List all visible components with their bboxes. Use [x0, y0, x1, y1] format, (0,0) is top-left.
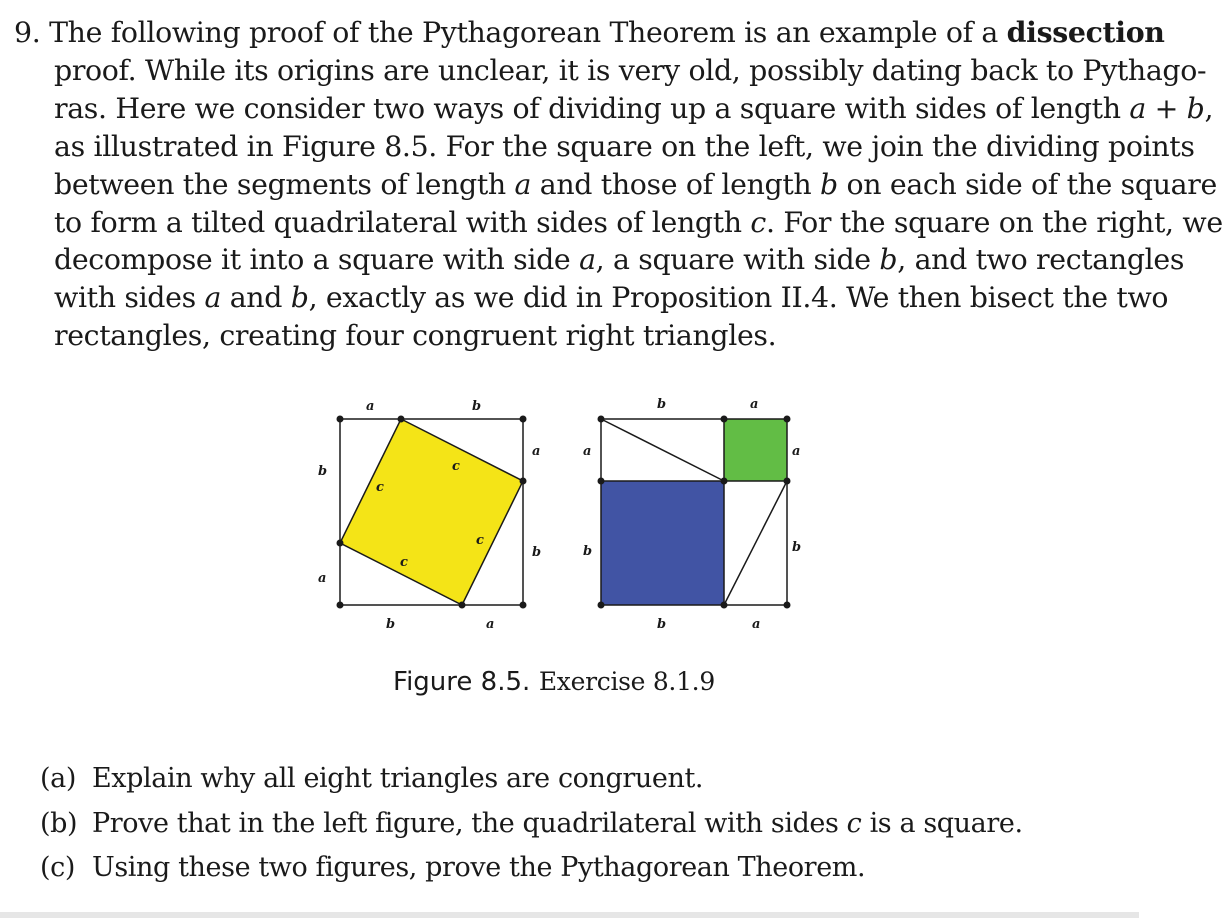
- paragraph-line-4: as illustrated in Figure 8.5. For the square on the left, we join the dividing points: [54, 129, 1195, 163]
- right-bottom-label-b: b: [657, 617, 667, 632]
- rectangle-diagonal-top: [601, 419, 724, 481]
- part-a-label: (a): [40, 763, 76, 794]
- rectangle-diagonal-right: [724, 481, 787, 605]
- paragraph-line-5: between the segments of length a and those of length b on each side of the square: [54, 167, 1217, 201]
- exercise-parts-list: [40, 757, 1023, 891]
- paragraph-line-1: 9. The following proof of the Pythagorean Theorem is an example of a dissection: [14, 15, 1165, 49]
- right-left-label-b: b: [583, 544, 593, 559]
- left-right-label-a: a: [532, 444, 541, 459]
- left-square-figure: [318, 399, 541, 632]
- square-side-b: [601, 481, 724, 605]
- paragraph-line-3: ras. Here we consider two ways of dividing up a square with sides of length a + b,: [54, 91, 1214, 125]
- figure-caption: [393, 666, 715, 697]
- part-b-text-before: Prove that in the left figure, the quadrilateral with sides: [92, 807, 847, 839]
- left-left-label-a: a: [318, 571, 327, 586]
- paragraph-line-7: decompose it into a square with side a, a square with side b, and two rectangles: [54, 243, 1185, 277]
- side-c-label-1: c: [452, 459, 460, 474]
- part-a-text: Explain why all eight triangles are congruent.: [92, 763, 704, 794]
- right-square-figure: [583, 397, 801, 632]
- part-b-var: c: [846, 807, 862, 839]
- paragraph-line-2: proof. While its origins are unclear, it is very old, possibly dating back to Pythago-: [54, 53, 1207, 87]
- figure-caption-number: Figure 8.5.: [393, 667, 531, 697]
- right-right-label-a: a: [792, 444, 801, 459]
- right-bottom-label-a: a: [752, 617, 761, 632]
- left-bottom-label-b: b: [386, 617, 396, 632]
- right-top-label-b: b: [657, 397, 667, 412]
- paragraph-line-9: rectangles, creating four congruent right triangles.: [54, 319, 777, 353]
- part-c-label: (c): [40, 852, 75, 883]
- right-top-label-a: a: [750, 397, 759, 412]
- left-top-label-a: a: [366, 399, 375, 414]
- side-c-label-4: c: [400, 555, 408, 570]
- part-b-text-after: is a square.: [861, 807, 1023, 839]
- left-right-label-b: b: [532, 545, 542, 560]
- left-top-label-b: b: [472, 399, 482, 414]
- part-b: [40, 802, 1023, 847]
- right-right-label-b: b: [792, 540, 802, 555]
- side-c-label-3: c: [476, 533, 484, 548]
- figure-caption-text: Exercise 8.1.9: [538, 667, 715, 696]
- square-side-a: [724, 419, 787, 481]
- page-bottom-rule: [0, 912, 1139, 918]
- part-c: [40, 846, 1023, 891]
- right-left-label-a: a: [583, 444, 592, 459]
- left-left-label-b: b: [318, 464, 328, 479]
- part-a: [40, 757, 1023, 802]
- part-b-label: (b): [40, 807, 78, 839]
- side-c-label-2: c: [376, 480, 384, 495]
- paragraph-line-6: to form a tilted quadrilateral with sides of length c. For the square on the right, we: [54, 205, 1223, 239]
- part-c-text: Using these two figures, prove the Pythagorean Theorem.: [92, 852, 866, 883]
- tilted-square-c: [340, 419, 523, 605]
- left-bottom-label-a: a: [486, 617, 495, 632]
- paragraph-line-8: with sides a and b, exactly as we did in Proposition II.4. We then bisect the two: [54, 281, 1169, 315]
